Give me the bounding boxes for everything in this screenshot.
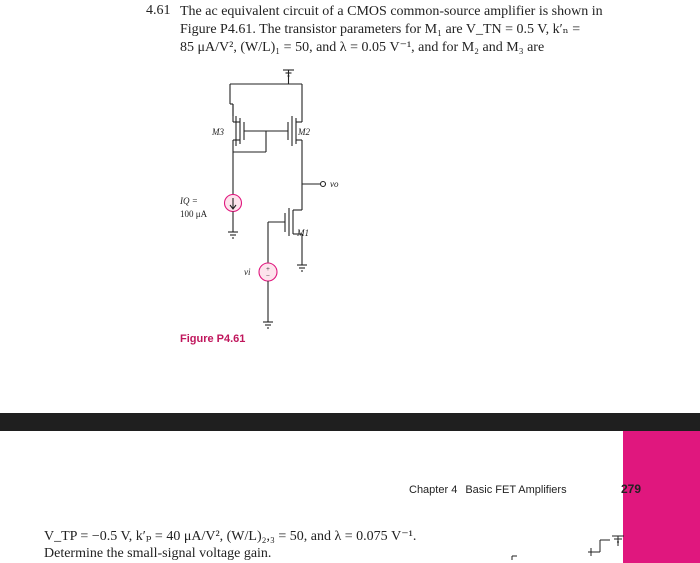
chapter-title: Basic FET Amplifiers bbox=[465, 484, 567, 496]
continuation-text bbox=[44, 528, 564, 562]
current-source-icon bbox=[225, 195, 242, 212]
transistor-m2 bbox=[292, 104, 302, 210]
problem-line-3: 85 μA/V², (W/L)₁ = 50, and λ = 0.05 V⁻¹, and for M₂ and M₃ are bbox=[180, 40, 545, 55]
top-ground-icon bbox=[283, 70, 294, 84]
chapter-header bbox=[409, 484, 567, 496]
label-vi: vi bbox=[244, 267, 251, 277]
page-divider bbox=[0, 413, 700, 431]
voltage-source-icon bbox=[259, 263, 277, 281]
current-source-ground-icon bbox=[228, 232, 238, 238]
circuit-diagram bbox=[170, 60, 370, 330]
vs-plus: + bbox=[266, 265, 270, 273]
page-number: 279 bbox=[621, 482, 642, 496]
transistor-m3 bbox=[233, 104, 240, 152]
problem-line-2: Figure P4.61. The transistor parameters for M₁ are V_TN = 0.5 V, k′ₙ = bbox=[180, 22, 581, 37]
problem-number: 4.61 bbox=[146, 3, 171, 18]
chapter-number: Chapter 4 bbox=[409, 484, 458, 496]
input-ground-icon bbox=[263, 322, 273, 328]
continuation-line-2: Determine the small-signal voltage gain. bbox=[44, 546, 272, 561]
problem-statement bbox=[180, 3, 630, 57]
figure-caption: Figure P4.61 bbox=[180, 333, 246, 345]
continuation-line-1: V_TP = −0.5 V, k′ₚ = 40 μA/V², (W/L)₂,₃ = 50, and λ = 0.075 V⁻¹. bbox=[44, 529, 417, 544]
label-vo: vo bbox=[330, 179, 339, 189]
m1-ground-icon bbox=[297, 265, 307, 271]
corner-ground-icon bbox=[612, 536, 624, 546]
label-m3: M3 bbox=[212, 127, 224, 137]
vs-minus: − bbox=[266, 272, 270, 280]
label-iq-1: IQ = bbox=[180, 196, 198, 206]
output-terminal bbox=[321, 182, 326, 187]
label-m2: M2 bbox=[298, 127, 310, 137]
label-iq-2: 100 μA bbox=[180, 209, 208, 219]
next-figure-fragment bbox=[500, 530, 640, 563]
label-m1: M1 bbox=[297, 228, 309, 238]
problem-line-1: The ac equivalent circuit of a CMOS common-source amplifier is shown in bbox=[180, 4, 603, 19]
